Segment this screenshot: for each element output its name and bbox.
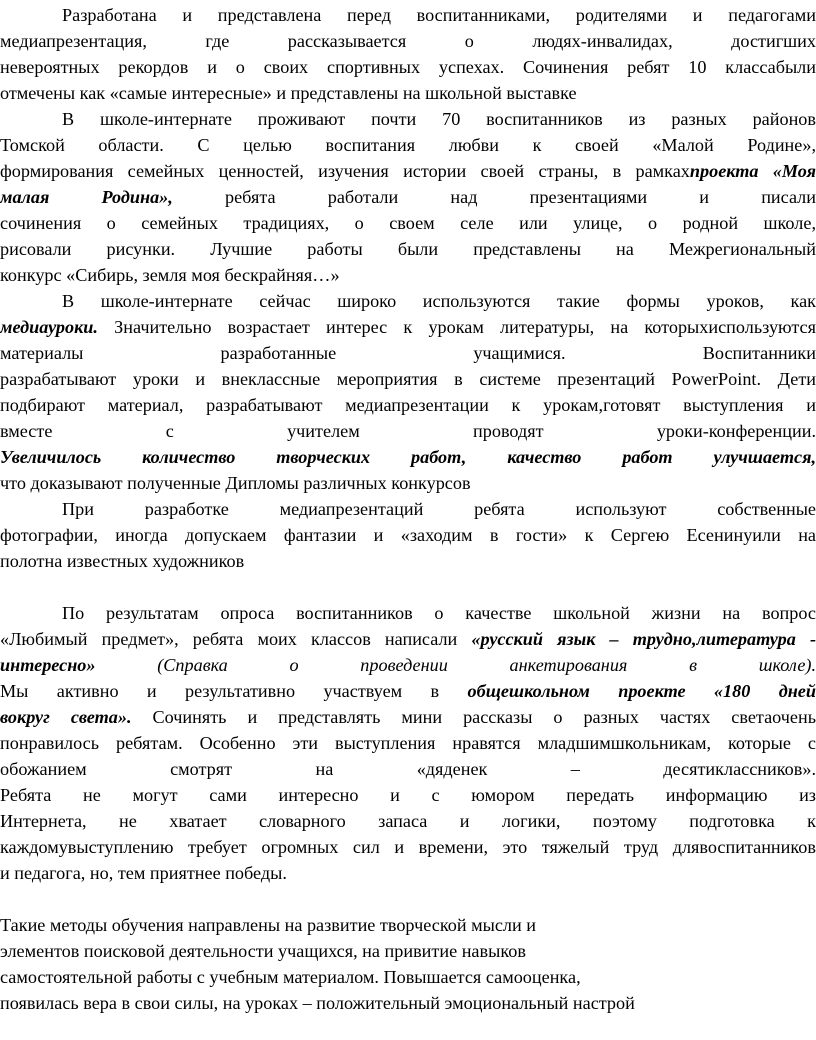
text-line: появилась вера в свои силы, на уроках – положительный эмоциональный настрой bbox=[0, 993, 635, 1013]
project-180-days-emphasis: вокруг света». bbox=[0, 707, 132, 727]
text-line: элементов поисковой деятельности учащихся, на привитие навыков bbox=[0, 941, 526, 961]
text-line: вместе с учителем проводят уроки-конференции. bbox=[0, 421, 816, 441]
text-line: понравилось ребятам. Особенно эти выступления нравятся младшимшкольникам, которые с bbox=[0, 733, 816, 753]
text-line: разрабатывают уроки и внеклассные мероприятия в системе презентаций PowerPoint. Дети bbox=[0, 369, 816, 389]
text-run: Значительно возрастает интерес к урокам литературы, на которыхиспользуются bbox=[97, 317, 816, 337]
text-line bbox=[0, 314, 816, 340]
text-line bbox=[0, 158, 816, 184]
paragraph-media-presentation bbox=[0, 2, 816, 106]
project-name-emphasis: проекта «Моя bbox=[689, 161, 816, 181]
text-line bbox=[0, 652, 816, 678]
text-line: полотна известных художников bbox=[0, 551, 245, 571]
favorite-subject-emphasis: интересно» bbox=[0, 655, 96, 675]
text-line: При разработке медиапрезентаций ребята используют собственные bbox=[62, 499, 816, 519]
text-line: медиапрезентация, где рассказывается о людях-инвалидах, достигших bbox=[0, 31, 816, 51]
paragraph-survey-results bbox=[0, 600, 816, 886]
text-line: Такие методы обучения направлены на развитие творческой мысли и bbox=[0, 915, 536, 935]
text-line: что доказывают полученные Дипломы различных конкурсов bbox=[0, 473, 471, 493]
text-run: формирования семейных ценностей, изучения истории своей страны, в рамках bbox=[0, 161, 690, 181]
project-180-days-emphasis: общешкольном проекте «180 дней bbox=[467, 681, 816, 701]
text-line bbox=[0, 626, 816, 652]
text-run: Сочинять и представлять мини рассказы о разных частях светаочень bbox=[131, 707, 816, 727]
text-line: Разработана и представлена перед воспитанниками, родителями и педагогами bbox=[62, 5, 816, 25]
text-line bbox=[0, 678, 816, 704]
text-line: В школе-интернате проживают почти 70 воспитанников из разных районов bbox=[62, 109, 816, 129]
text-line: обожанием смотрят на «дяденек – десятиклассников». bbox=[0, 759, 816, 779]
creative-works-emphasis: Увеличилось количество творческих работ, качество работ улучшается, bbox=[0, 447, 816, 467]
paragraph-photos bbox=[0, 496, 816, 574]
text-line: материалы разработанные учащимися. Воспитанники bbox=[0, 343, 816, 363]
text-line: В школе-интернате сейчас широко используются такие формы уроков, как bbox=[62, 291, 816, 311]
text-line: отмечены как «самые интересные» и представлены на школьной выставке bbox=[0, 83, 577, 103]
text-line: Ребята не могут сами интересно и с юмором передать информацию из bbox=[0, 785, 816, 805]
paragraph-boarding-school bbox=[0, 106, 816, 288]
text-line: Томской области. С целью воспитания любви к своей «Малой Родине», bbox=[0, 135, 816, 155]
text-line bbox=[0, 184, 816, 210]
text-line: фотографии, иногда допускаем фантазии и «заходим в гости» к Сергею Есенинуили на bbox=[0, 525, 816, 545]
text-line: По результатам опроса воспитанников о качестве школьной жизни на вопрос bbox=[62, 603, 816, 623]
text-line: сочинения о семейных традициях, о своем селе или улице, о родной школе, bbox=[0, 213, 816, 233]
text-line: и педагога, но, тем приятнее победы. bbox=[0, 863, 287, 883]
paragraph-teaching-methods bbox=[0, 912, 816, 1016]
text-line: подбирают материал, разрабатывают медиапрезентации к урокам,готовят выступления и bbox=[0, 395, 816, 415]
text-run: ребята работали над презентациями и писали bbox=[172, 187, 816, 207]
paragraph-media-lessons bbox=[0, 288, 816, 496]
text-line: конкурс «Сибирь, земля моя бескрайняя…» bbox=[0, 265, 340, 285]
project-name-emphasis: малая Родина», bbox=[0, 187, 173, 207]
text-run: «Любимый предмет», ребята моих классов написали bbox=[0, 629, 472, 649]
favorite-subject-emphasis: «русский язык – трудно,литература - bbox=[471, 629, 816, 649]
text-line: каждомувыступлению требует огромных сил и времени, это тяжелый труд длявоспитанников bbox=[0, 837, 816, 857]
text-line bbox=[0, 704, 816, 730]
text-line: самостоятельной работы с учебным материалом. Повышается самооценка, bbox=[0, 967, 581, 987]
text-line: невероятных рекордов и о своих спортивных успехах. Сочинения ребят 10 классабыли bbox=[0, 57, 816, 77]
text-line: рисовали рисунки. Лучшие работы были представлены на Межрегиональный bbox=[0, 239, 816, 259]
media-lessons-emphasis: медиауроки. bbox=[0, 317, 98, 337]
text-run: Мы активно и результативно участвуем в bbox=[0, 681, 468, 701]
text-run bbox=[95, 655, 157, 675]
survey-reference: (Справка о проведении анкетирования в школе). bbox=[157, 655, 816, 675]
text-line: Интернета, не хватает словарного запаса и логики, поэтому подготовка к bbox=[0, 811, 816, 831]
